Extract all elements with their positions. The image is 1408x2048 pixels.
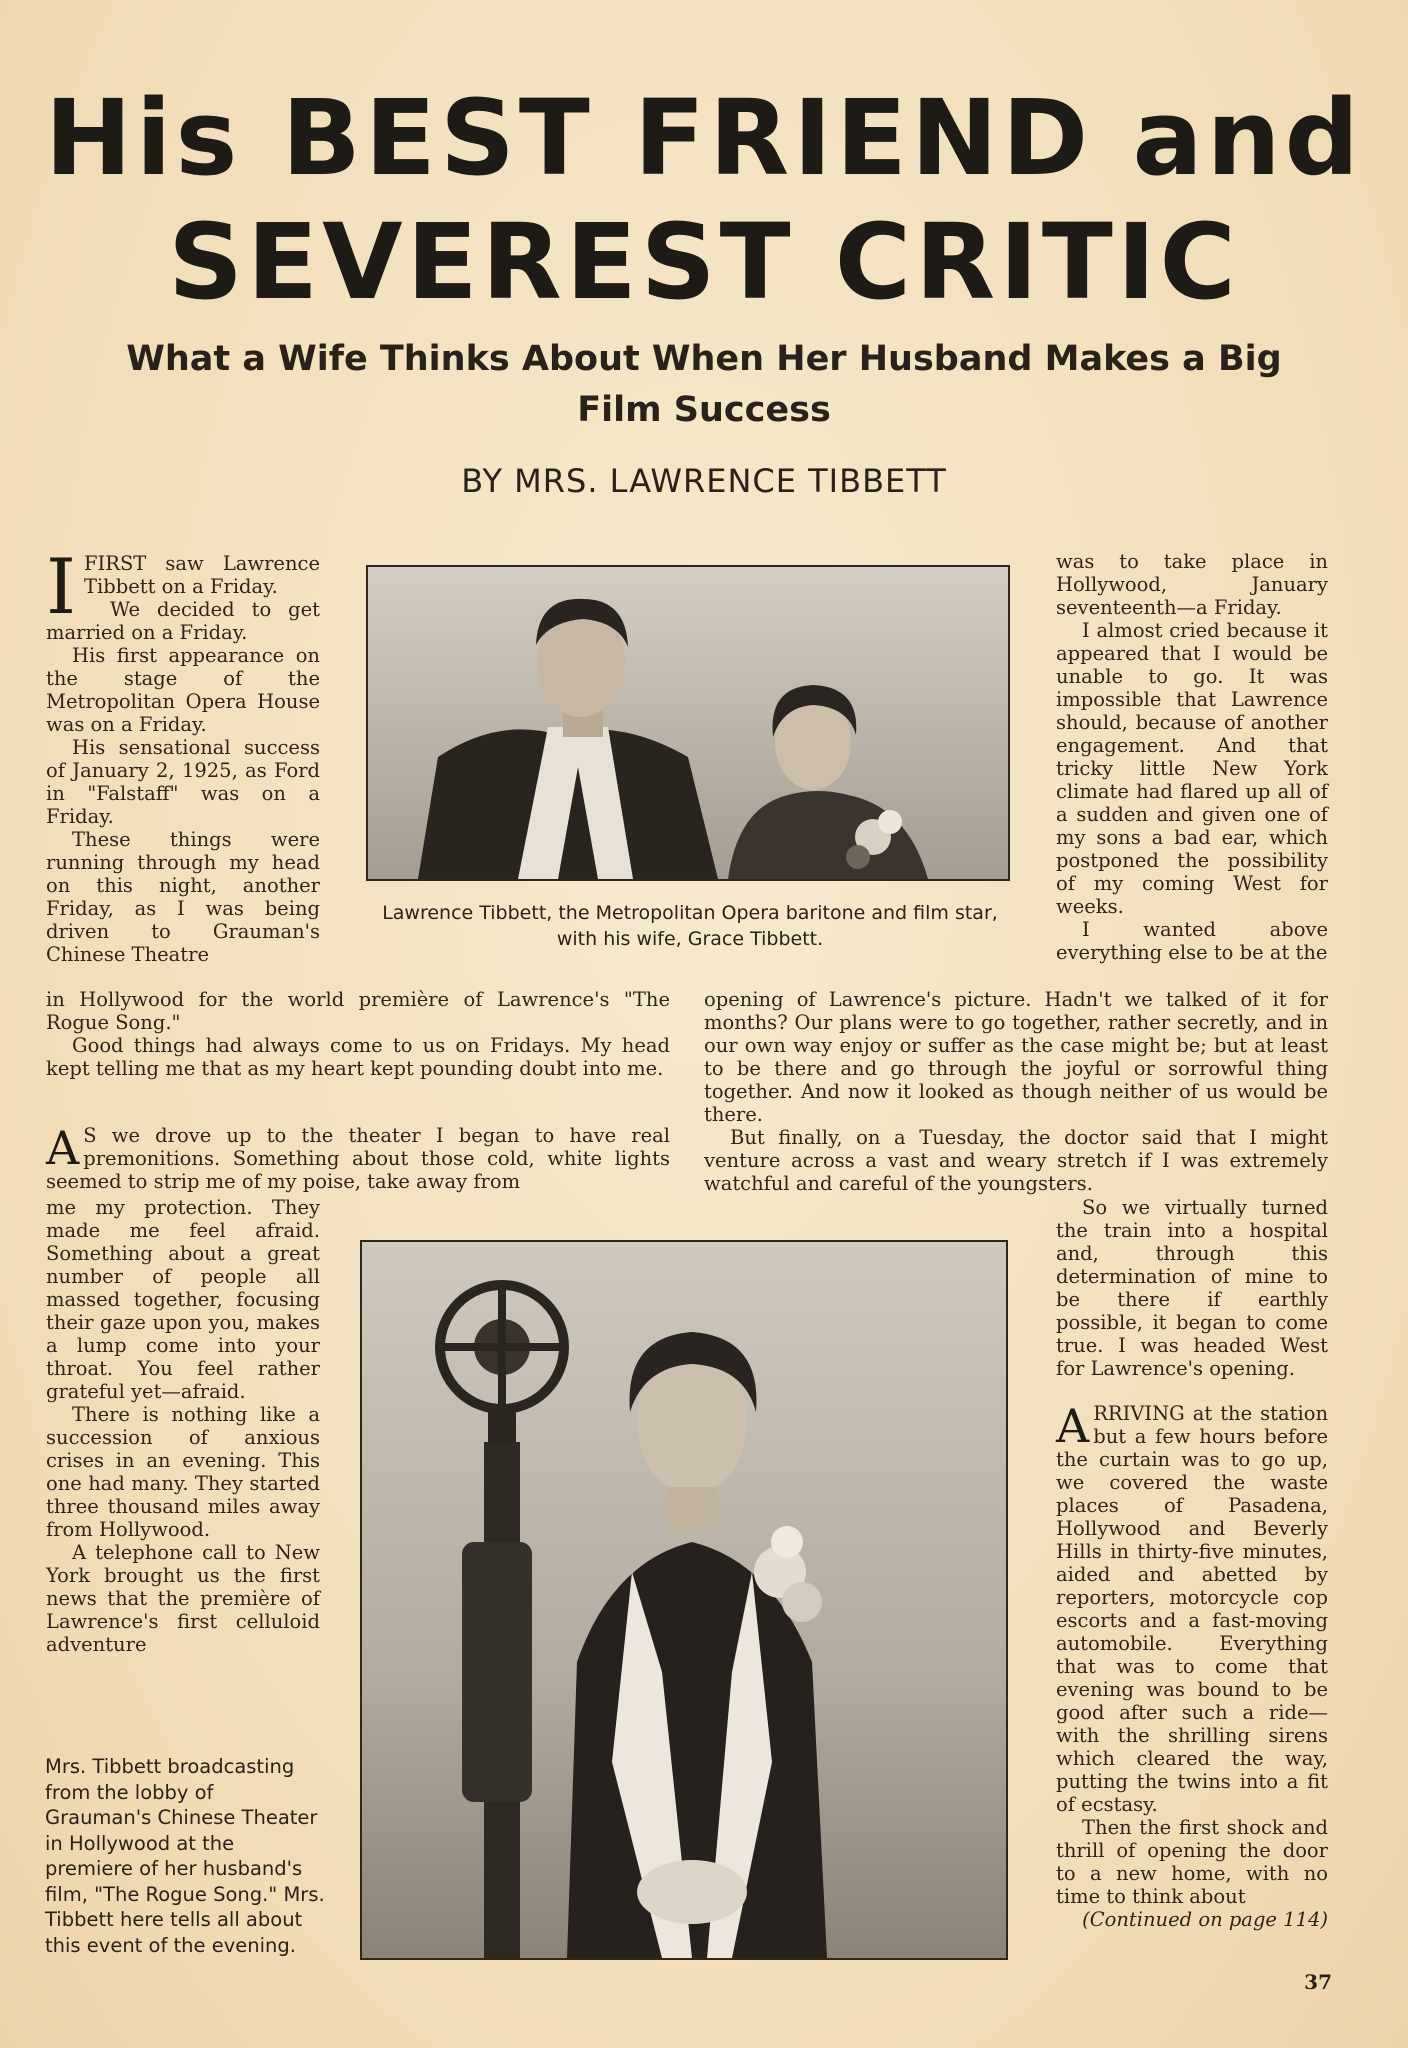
paragraph: was to take place in Hollywood, January seventeenth—a Friday.: [1056, 550, 1328, 619]
left-column-top: [46, 542, 320, 966]
paragraph: me my protection. They made me feel afraid. Something about a great number of people all massed together, focusing their gaze upon you, makes a lump come into your throat. You feel rather grateful yet—afraid.: [46, 1196, 320, 1403]
section-three: ARRIVING at the station but a few hours before the curtain was to go up, we covered the waste places of Pasadena, Hollywood and Beverly Hills in thirty-five minutes, aided and abetted by reporters, motorcycle cop escorts and a fast-moving automobile. Everything that was to come that evening was bound to be good after such a ride—with the shrilling sirens which cleared the way, putting the twins into a fit of ecstasy. Then the first shock and thrill of opening the door to a new home, with no time to think about (Continued on page 114): [1056, 1399, 1328, 1931]
photo-caption-1: Lawrence Tibbett, the Metropolitan Opera baritone and film star, with his wife, Grace Tibbett.: [382, 902, 998, 950]
paragraph: Good things had always come to us on Fridays. My head kept telling me that as my heart kept pounding doubt into me.: [46, 1034, 670, 1080]
byline: BY MRS. LAWRENCE TIBBETT: [461, 462, 947, 500]
paragraph: in Hollywood for the world première of Lawrence's "The Rogue Song.": [46, 988, 670, 1034]
paragraph: His sensational success of January 2, 1925, as Ford in "Falstaff" was on a Friday.: [46, 736, 320, 828]
opening-paragraph: I FIRST saw Lawrence Tibbett on a Friday.: [46, 542, 320, 631]
continued-note: (Continued on page 114): [1082, 1908, 1328, 1931]
drop-cap-a: A: [46, 1121, 80, 1175]
right-column-continued: [704, 988, 1328, 1195]
broadcast-photo: [360, 1240, 1008, 1960]
left-column-continued: [46, 988, 670, 1080]
paragraph: So we virtually turned the train into a hospital and, through this determination of mine to be there if earthly possible, it began to come true. I was headed West for Lawrence's opening.: [1056, 1196, 1328, 1380]
drop-cap-a-2: A: [1056, 1399, 1090, 1453]
paragraph: A telephone call to New York brought us the first news that the première of Lawrence's first celluloid adventure: [46, 1541, 320, 1656]
paragraph: I almost cried because it appeared that I would be unable to go. It was impossible that Lawrence should, because of another engagement. And that tricky little New York climate had flared up all of a sudden and given one of my sons a bad ear, which postponed the possibility of my coming West for weeks.: [1056, 619, 1328, 918]
section-two-opening: A S we drove up to the theater I began to have real premonitions. Something about those cold, white lights seemed to strip me of my poise, take away from: [46, 1121, 670, 1193]
paragraph: opening of Lawrence's picture. Hadn't we talked of it for months? Our plans were to go together, rather secretly, and in our own way enjoy or suffer as the case might be; but at least to be there and go through the joyful or sorrowful thing together. And now it looked as though neither of us would be there.: [704, 988, 1328, 1126]
drop-cap-i: I: [46, 542, 77, 631]
paragraph: There is nothing like a succession of anxious crises in an evening. This one had many. They started three thousand miles away from Hollywood.: [46, 1403, 320, 1541]
paragraph: His first appearance on the stage of the Metropolitan Opera House was on a Friday.: [46, 644, 320, 736]
paragraph: I wanted above everything else to be at the: [1056, 918, 1328, 964]
paragraph: Then the first shock and thrill of opening the door to a new home, with no time to think about: [1056, 1816, 1328, 1908]
left-column-narrow: [46, 1196, 320, 1656]
paragraph: We decided to get married on a Friday.: [46, 598, 320, 644]
broadcast-photo-illustration: [362, 1242, 1006, 1958]
headline-line-2: SEVEREST CRITIC: [168, 201, 1240, 323]
photo-caption-2: Mrs. Tibbett broadcasting from the lobby of Grauman's Chinese Theater in Hollywood at the premiere of her husband's film, "The Rogue Song." Mrs. Tibbett here tells all about this event of the evening.: [45, 1755, 325, 1957]
right-column-narrow: [1056, 1196, 1328, 1380]
subtitle: What a Wife Thinks About When Her Husband Makes a Big Film Success: [126, 339, 1282, 430]
couple-photo: [366, 565, 1010, 881]
right-column-top: [1056, 550, 1328, 964]
paragraph: These things were running through my head on this night, another Friday, as I was being driven to Grauman's Chinese Theatre: [46, 828, 320, 966]
paragraph: But finally, on a Tuesday, the doctor said that I might venture across a vast and weary stretch if I was extremely watchful and careful of the youngsters.: [704, 1126, 1328, 1195]
headline-line-1: His BEST FRIEND and: [44, 77, 1364, 199]
page-number: 37: [1304, 1970, 1332, 1994]
couple-photo-illustration: [368, 567, 1008, 879]
